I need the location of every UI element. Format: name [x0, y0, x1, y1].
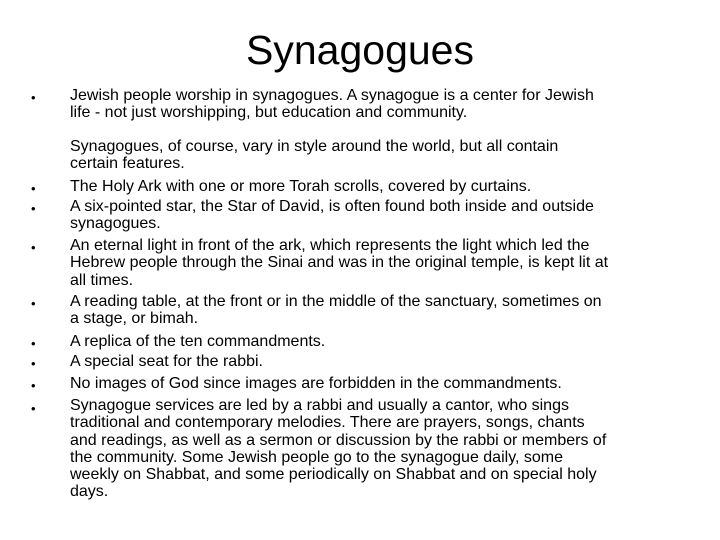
- slide-title: Synagogues: [246, 27, 474, 73]
- list-item: An eternal light in front of the ark, which represents the light which led the Hebrew people through the Sinai and was in the original temple, is kept lit at all times.: [70, 237, 609, 289]
- list-item: A six-pointed star, the Star of David, is often found both inside and outside synagogues.: [70, 198, 594, 233]
- bullet-icon: •: [31, 378, 36, 393]
- bullet-icon: •: [31, 356, 36, 371]
- bullet-icon: •: [31, 90, 36, 105]
- bullet-icon: •: [31, 201, 36, 216]
- bullet-icon: •: [31, 296, 36, 311]
- bullet-icon: •: [31, 181, 36, 196]
- list-item: Synagogue services are led by a rabbi and usually a cantor, who sings traditional and contemporary melodies. There are prayers, songs, chants and readings, as well as a sermon or discussion by the rabbi or members of the community. Some Jewish people go to the synagogue daily, some weekly on Shabbat, and some periodically on Shabbat and on special holy days.: [70, 397, 607, 501]
- list-item: Jewish people worship in synagogues. A synagogue is a center for Jewish life - not just worshipping, but education and community.: [70, 87, 594, 122]
- list-item: A special seat for the rabbi.: [70, 353, 263, 370]
- list-item: The Holy Ark with one or more Torah scrolls, covered by curtains.: [70, 178, 532, 195]
- list-item: A replica of the ten commandments.: [70, 333, 326, 350]
- list-item: No images of God since images are forbidden in the commandments.: [70, 375, 562, 392]
- bullet-icon: •: [31, 240, 36, 255]
- bullet-icon: •: [31, 336, 36, 351]
- bullet-icon: •: [31, 401, 36, 416]
- list-item: A reading table, at the front or in the middle of the sanctuary, sometimes on a stage, or bimah.: [70, 293, 602, 328]
- list-item: Synagogues, of course, vary in style around the world, but all contain certain features.: [70, 138, 559, 173]
